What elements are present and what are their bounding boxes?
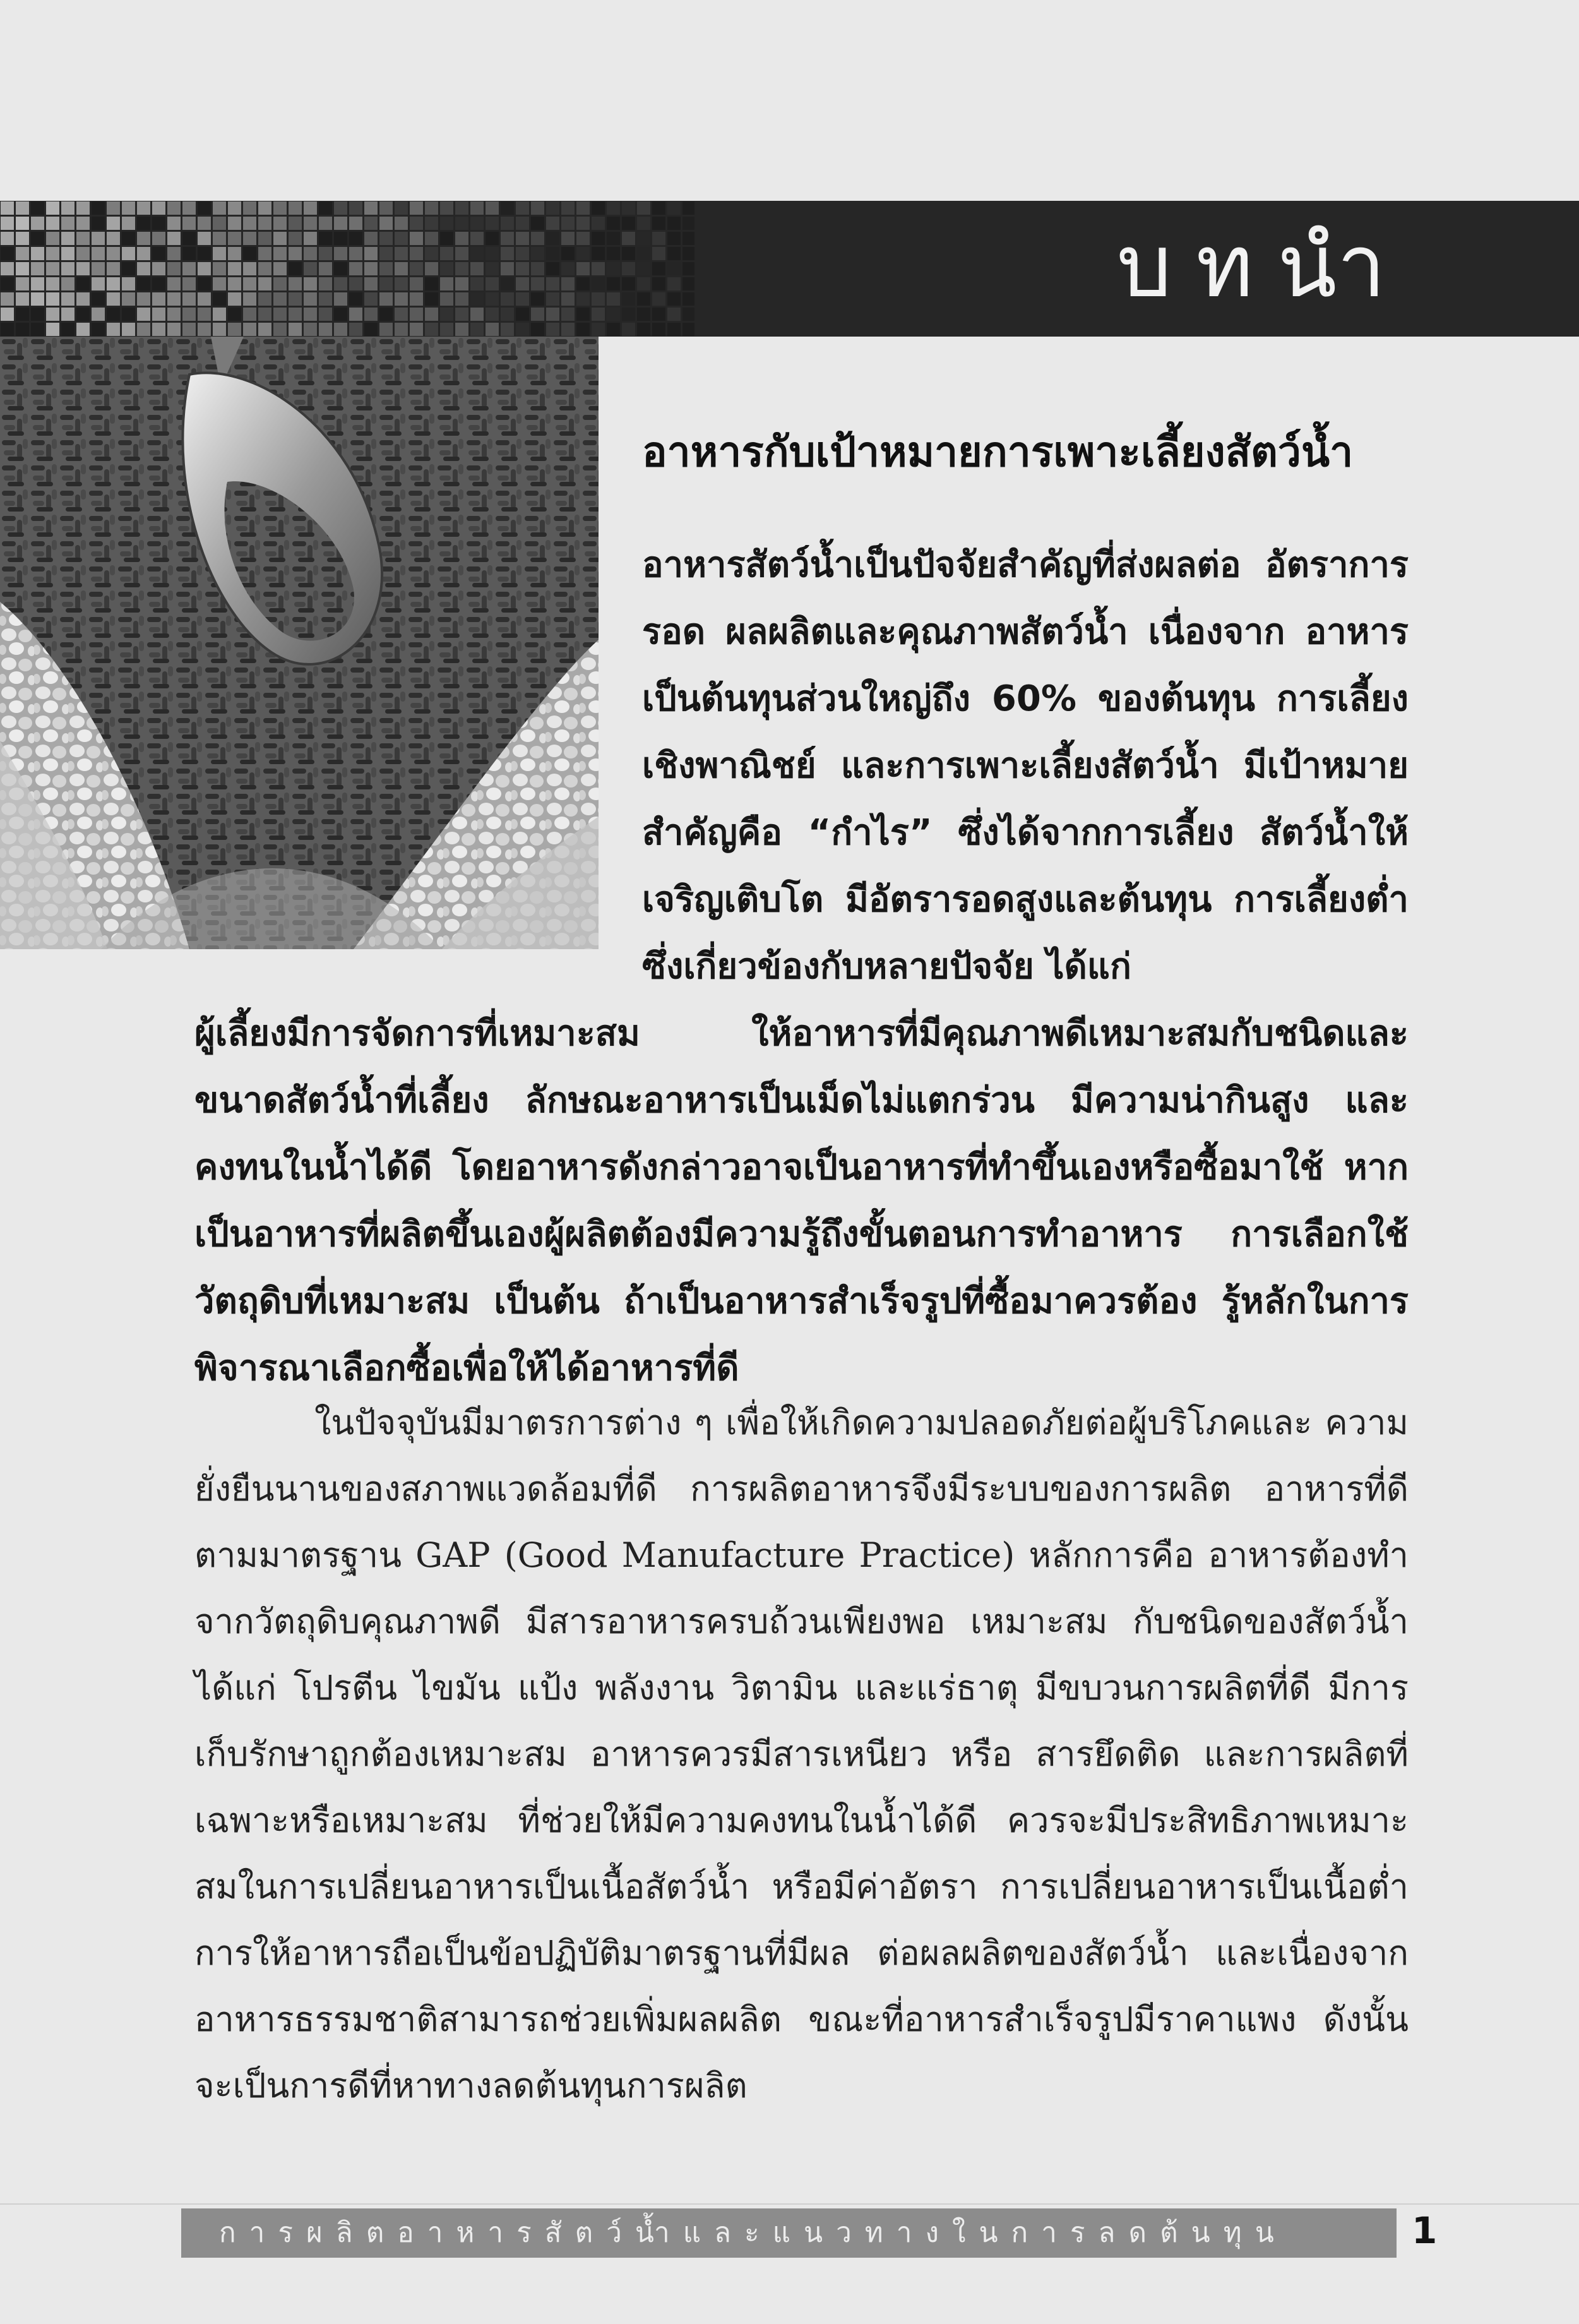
chapter-title: บทนำ	[1116, 215, 1410, 317]
pixel-mosaic-decoration	[0, 201, 694, 337]
feed-pellets-photo	[0, 337, 599, 949]
section-heading: อาหารกับเป้าหมายการเพาะเลี้ยงสัตว์น้ำ	[642, 428, 1354, 476]
feed-pellets-illustration	[0, 337, 599, 949]
page-number: 1	[1412, 2209, 1438, 2252]
chapter-header-band	[0, 201, 1579, 337]
running-footer-title: การผลิตอาหารสัตว์น้ำและแนวทางในการลดต้นทุน	[219, 2217, 1287, 2249]
running-footer-band	[181, 2208, 1397, 2258]
intro-paragraph-beside-photo: อาหารสัตว์น้ำเป็นปัจจัยสำคัญที่ส่งผลต่อ อัตราการรอด ผลผลิตและคุณภาพสัตว์น้ำ เนื่องจาก อาหารเป็นต้นทุนส่วนใหญ่ถึง 60% ของต้นทุน การเลี้ยงเชิงพาณิชย์ และการเพาะเลี้ยงสัตว์น้ำ มีเป้าหมายสำคัญคือ “กำไร” ซึ่งได้จากการเลี้ยง สัตว์น้ำให้เจริญเติบโต มีอัตรารอดสูงและต้นทุน การเลี้ยงต่ำ ซึ่งเกี่ยวข้องกับหลายปัจจัย ได้แก่	[642, 544, 1409, 987]
gap-standards-paragraph: ในปัจจุบันมีมาตรการต่าง ๆ เพื่อให้เกิดความปลอดภัยต่อผู้บริโภคและ ความยั่งยืนนานของสภาพแวดล้อมที่ดี การผลิตอาหารจึงมีระบบของการผลิต อาหารที่ดีตามมาตรฐาน GAP (Good Manufacture Practice) หลักการคือ อาหารต้องทำจากวัตถุดิบคุณภาพดี มีสารอาหารครบถ้วนเพียงพอ เหมาะสม กับชนิดของสัตว์น้ำ ได้แก่ โปรตีน ไขมัน แป้ง พลังงาน วิตามิน และแร่ธาตุ มีขบวนการผลิตที่ดี มีการเก็บรักษาถูกต้องเหมาะสม อาหารควรมีสารเหนียว หรือ สารยึดติด และการผลิตที่เฉพาะหรือเหมาะสม ที่ช่วยให้มีความคงทนในน้ำได้ดี ควรจะมีประสิทธิภาพเหมาะสมในการเปลี่ยนอาหารเป็นเนื้อสัตว์น้ำ หรือมีค่าอัตรา การเปลี่ยนอาหารเป็นเนื้อต่ำ การให้อาหารถือเป็นข้อปฏิบัติมาตรฐานที่มีผล ต่อผลผลิตของสัตว์น้ำ และเนื่องจากอาหารธรรมชาติสามารถช่วยเพิ่มผลผลิต ขณะที่อาหารสำเร็จรูปมีราคาแพง ดังนั้นจะเป็นการดีที่หาทางลดต้นทุนการผลิต	[194, 1403, 1409, 2105]
footer-rule	[0, 2203, 1579, 2205]
intro-paragraph-full-width: ผู้เลี้ยงมีการจัดการที่เหมาะสม ให้อาหารที่มีคุณภาพดีเหมาะสมกับชนิดและ ขนาดสัตว์น้ำที่เลี้ยง ลักษณะอาหารเป็นเม็ดไม่แตกร่วน มีความน่ากินสูง และ คงทนในน้ำได้ดี โดยอาหารดังกล่าวอาจเป็นอาหารที่ทำขึ้นเองหรือซื้อมาใช้ หากเป็นอาหารที่ผลิตขึ้นเองผู้ผลิตต้องมีความรู้ถึงขั้นตอนการทำอาหาร การเลือกใช้วัตถุดิบที่เหมาะสม เป็นต้น ถ้าเป็นอาหารสำเร็จรูปที่ซื้อมาควรต้อง รู้หลักในการพิจารณาเลือกซื้อเพื่อให้ได้อาหารที่ดี	[194, 1013, 1409, 1389]
